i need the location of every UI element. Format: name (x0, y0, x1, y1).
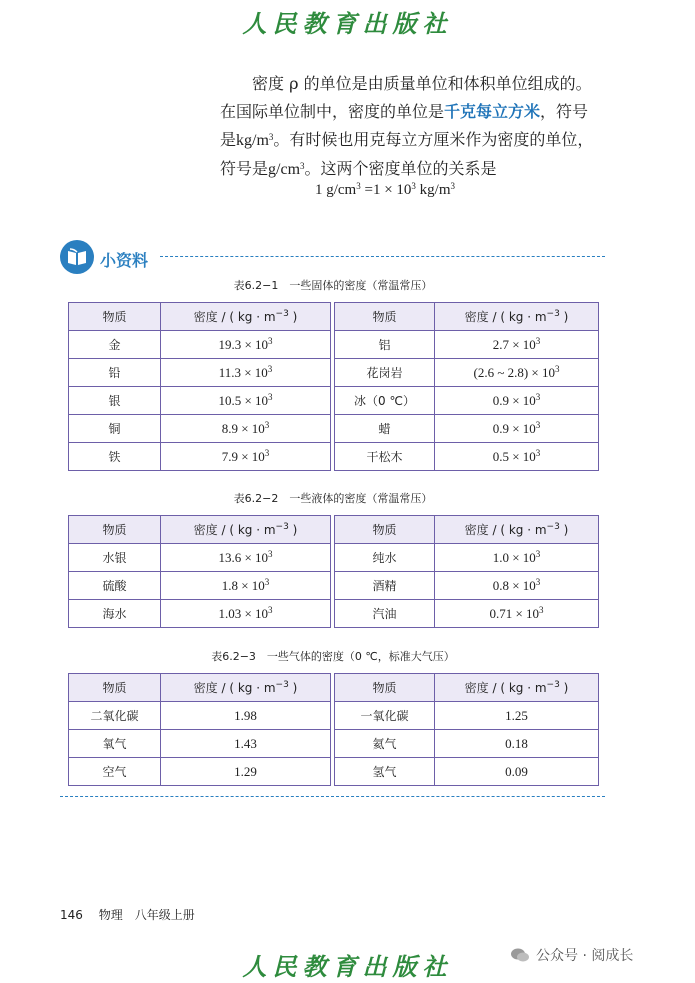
density-cell (435, 443, 599, 471)
book-icon-graphic (66, 247, 88, 267)
info-box-header (60, 240, 605, 280)
text: 1.8 × 10 (221, 577, 265, 593)
text: 19.3 × 10 (218, 336, 269, 352)
exponent: 3 (264, 447, 270, 458)
intro-line-3 (220, 126, 615, 155)
text: 2.7 × 10 (492, 336, 536, 352)
publisher-logo-bottom: 人民教育出版社 (242, 952, 453, 981)
density-cell (161, 572, 331, 600)
exponent: 3 (535, 576, 541, 587)
col-header-substance: 物质 (335, 303, 435, 331)
text: 11.3 × 10 (218, 364, 268, 380)
exponent: 3 (450, 181, 455, 191)
substance-cell: 酒精 (335, 572, 435, 600)
text: 。有时候也用克每立方厘米作为密度的单位， (273, 130, 594, 149)
exponent: 3 (267, 363, 273, 374)
text: ，符号 (540, 102, 589, 121)
text: (2.6 ~ 2.8) × 10 (473, 364, 556, 380)
exponent: 3 (356, 181, 361, 191)
book-title: 物理 八年级上册 (98, 908, 195, 922)
exponent: 3 (555, 363, 560, 374)
exponent: 3 (535, 447, 541, 458)
substance-cell: 纯水 (335, 544, 435, 572)
wechat-watermark (510, 945, 633, 965)
density-cell (161, 544, 331, 572)
table-caption-gases: 表6.2−3 一些气体的密度（0 ℃，标准大气压） (211, 650, 455, 663)
substance-cell: 铜 (69, 415, 161, 443)
col-header-substance: 物质 (335, 516, 435, 544)
col-header-density (161, 674, 331, 702)
intro-line-1: 密度 ρ 的单位是由质量单位和体积单位组成的。 (252, 74, 592, 93)
density-cell: 1.98 (161, 702, 331, 730)
density-cell (161, 359, 331, 387)
table-caption-liquids: 表6.2−2 一些液体的密度（常温常压） (233, 492, 433, 505)
substance-cell: 蜡 (335, 415, 435, 443)
table-row (69, 730, 599, 758)
density-cell (435, 387, 599, 415)
text: ) (288, 310, 298, 324)
text: 0.8 × 10 (492, 577, 536, 593)
exponent: 3 (535, 419, 541, 430)
exponent: 3 (411, 181, 416, 191)
intro-line-4 (220, 155, 615, 184)
exponent: 3 (264, 419, 270, 430)
density-cell: 0.18 (435, 730, 599, 758)
table-row (69, 387, 599, 415)
substance-cell: 二氧化碳 (69, 702, 161, 730)
density-cell: 0.09 (435, 758, 599, 786)
intro-paragraph (220, 70, 615, 184)
info-box-bottom-divider (60, 796, 605, 797)
substance-cell: 铁 (69, 443, 161, 471)
table-caption-solids: 表6.2−1 一些固体的密度（常温常压） (233, 279, 433, 292)
col-header-substance: 物质 (69, 303, 161, 331)
text: ) (559, 310, 569, 324)
text: kg/m (415, 182, 451, 198)
exponent: −3 (546, 680, 560, 690)
col-header-density (435, 303, 599, 331)
col-header-density (435, 516, 599, 544)
text: ) (559, 523, 569, 537)
substance-cell: 金 (69, 331, 161, 359)
exponent: 3 (535, 548, 541, 559)
substance-cell: 空气 (69, 758, 161, 786)
table-row (69, 415, 599, 443)
table-header-row (69, 516, 599, 544)
wechat-icon (510, 947, 530, 963)
exponent: 3 (268, 132, 274, 142)
density-cell (161, 387, 331, 415)
text: 密度 / ( kg · m (464, 681, 547, 695)
density-cell (435, 544, 599, 572)
exponent: 3 (268, 335, 273, 346)
substance-cell: 氧气 (69, 730, 161, 758)
table-header-row (69, 674, 599, 702)
col-header-substance: 物质 (69, 516, 161, 544)
density-cell (435, 415, 599, 443)
substance-cell: 一氧化碳 (335, 702, 435, 730)
substance-cell: 银 (69, 387, 161, 415)
gases-density-table (68, 673, 599, 786)
text: 0.5 × 10 (492, 448, 536, 464)
text: 符号是 (220, 159, 269, 178)
exponent: 3 (268, 391, 273, 402)
substance-cell: 海水 (69, 600, 161, 628)
exponent: 3 (539, 604, 544, 615)
dashed-divider (160, 256, 605, 257)
text: 密度 / ( kg · m (193, 523, 276, 537)
text: ) (288, 523, 298, 537)
density-cell: 1.43 (161, 730, 331, 758)
density-cell (435, 572, 599, 600)
liquids-density-table (68, 515, 599, 628)
exponent: 3 (268, 604, 273, 615)
substance-cell: 花岗岩 (335, 359, 435, 387)
substance-cell: 硫酸 (69, 572, 161, 600)
table-row (69, 702, 599, 730)
text: 10.5 × 10 (218, 392, 269, 408)
exponent: 3 (264, 576, 270, 587)
table-row (69, 544, 599, 572)
table-row (69, 572, 599, 600)
density-cell (161, 331, 331, 359)
table-row (69, 600, 599, 628)
text: 1.03 × 10 (218, 605, 269, 621)
text: 密度 / ( kg · m (464, 523, 547, 537)
text: ) (559, 681, 569, 695)
solids-density-table (68, 302, 599, 471)
density-cell: 1.29 (161, 758, 331, 786)
density-cell: 1.25 (435, 702, 599, 730)
text: ) (288, 681, 298, 695)
exponent: 3 (535, 335, 541, 346)
exponent: −3 (546, 522, 560, 532)
text: 0.9 × 10 (492, 420, 536, 436)
book-icon (60, 240, 94, 274)
publisher-logo-top: 人民教育出版社 (242, 9, 453, 38)
exponent: −3 (275, 680, 289, 690)
text: 13.6 × 10 (218, 549, 269, 565)
text: 在国际单位制中，密度的单位是 (220, 102, 445, 121)
substance-cell: 水银 (69, 544, 161, 572)
unit-relation-formula (220, 182, 550, 199)
text: kg/m (236, 132, 269, 149)
text: 1 g/cm (314, 182, 357, 198)
exponent: 3 (535, 391, 541, 402)
table-row (69, 443, 599, 471)
intro-line-2 (220, 98, 615, 126)
substance-cell: 汽油 (335, 600, 435, 628)
substance-cell: 氦气 (335, 730, 435, 758)
exponent: 3 (300, 161, 305, 171)
exponent: −3 (275, 522, 289, 532)
text: 8.9 × 10 (221, 420, 265, 436)
text: 密度 / ( kg · m (193, 681, 276, 695)
density-cell (161, 600, 331, 628)
text: 是 (220, 130, 237, 149)
substance-cell: 冰（0 ℃） (335, 387, 435, 415)
density-cell (161, 443, 331, 471)
table-row (69, 331, 599, 359)
exponent: 3 (268, 548, 273, 559)
exponent: −3 (546, 309, 560, 319)
col-header-density (161, 516, 331, 544)
col-header-substance: 物质 (335, 674, 435, 702)
table-row (69, 758, 599, 786)
text: 。这两个密度单位的关系是 (304, 159, 497, 178)
substance-cell: 干松木 (335, 443, 435, 471)
text: g/cm (268, 161, 301, 178)
table-row (69, 359, 599, 387)
unit-name-highlight: 千克每立方米 (444, 102, 541, 121)
info-box-title: 小资料 (100, 251, 149, 270)
text: 0.9 × 10 (492, 392, 536, 408)
substance-cell: 铅 (69, 359, 161, 387)
density-cell (435, 600, 599, 628)
substance-cell: 氢气 (335, 758, 435, 786)
text: =1 × 10 (360, 182, 412, 198)
col-header-density (435, 674, 599, 702)
density-cell (435, 359, 599, 387)
density-cell (435, 331, 599, 359)
page-footer (60, 906, 195, 923)
density-cell (161, 415, 331, 443)
text: 密度 / ( kg · m (464, 310, 547, 324)
col-header-density (161, 303, 331, 331)
table-header-row (69, 303, 599, 331)
text: 1.0 × 10 (492, 549, 536, 565)
substance-cell: 铝 (335, 331, 435, 359)
unit-symbol (236, 132, 273, 149)
text: 0.71 × 10 (489, 605, 540, 621)
col-header-substance: 物质 (69, 674, 161, 702)
text: 密度 / ( kg · m (193, 310, 276, 324)
exponent: −3 (275, 309, 289, 319)
watermark-text: 公众号 · 阅成长 (536, 948, 634, 964)
page-number: 146 (60, 908, 83, 922)
text: 7.9 × 10 (221, 448, 265, 464)
unit-symbol (268, 161, 305, 178)
